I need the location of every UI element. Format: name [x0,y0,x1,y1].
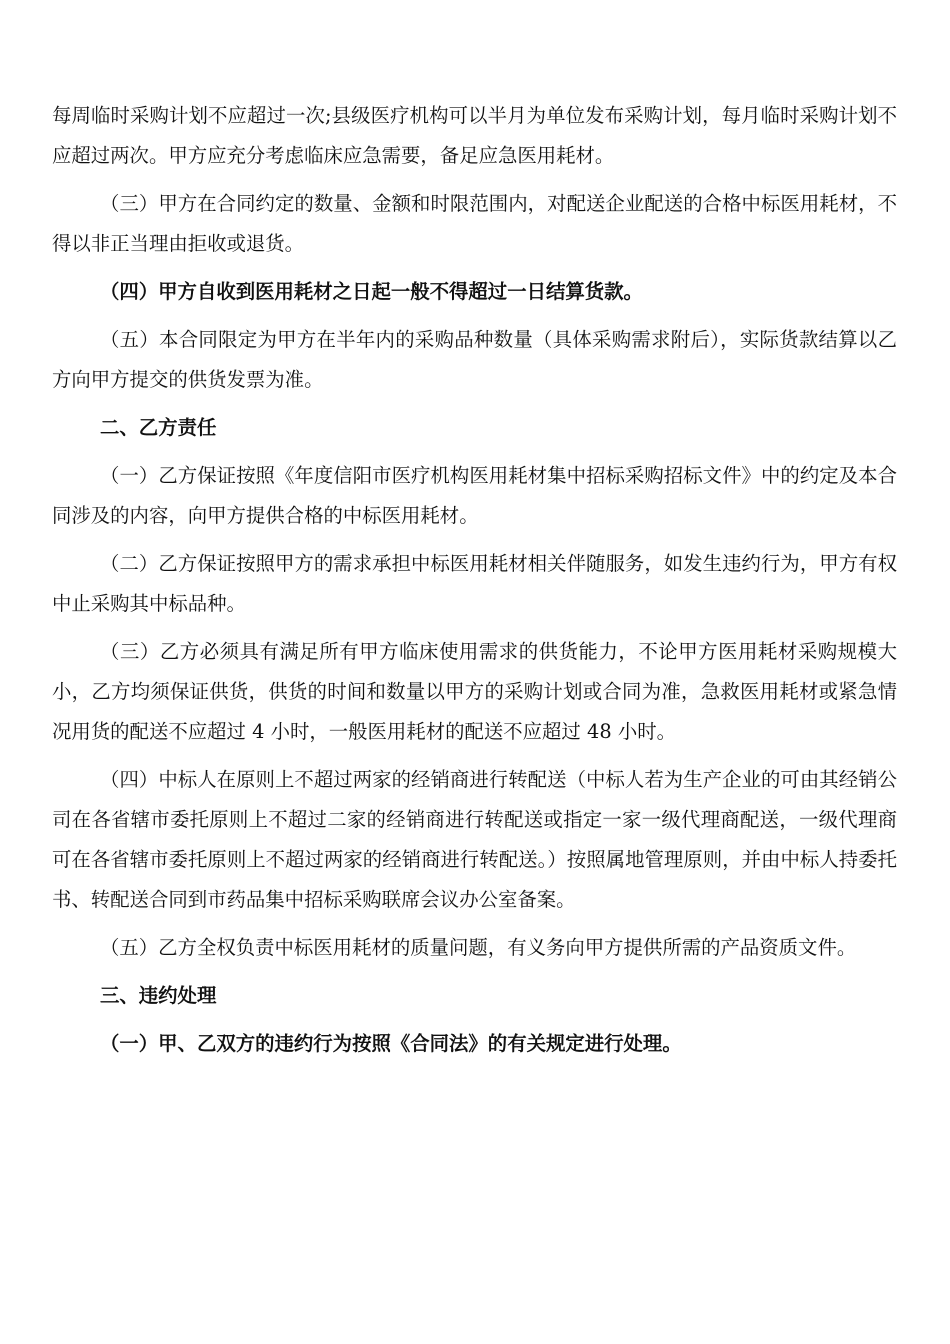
paragraph-party-a-item-4: （四）甲方自收到医用耗材之日起一般不得超过一日结算货款。 [100,280,643,303]
paragraph-party-b-item-5: （五）乙方全权负责中标医用耗材的质量问题，有义务向甲方提供所需的产品资质文件。 [100,936,857,959]
paragraph-party-b-item-1: （一）乙方保证按照《年度信阳市医疗机构医用耗材集中招标采购招标文件》中的约定及本合同涉及的内容，向甲方提供合格的中标医用耗材。 [52,464,897,527]
section-heading-party-b-responsibility: 二、乙方责任 [100,416,217,439]
document-page [52,96,897,1064]
section-heading-breach-handling: 三、违约处理 [100,984,217,1007]
paragraph-party-b-item-4: （四）中标人在原则上不超过两家的经销商进行转配送（中标人若为生产企业的可由其经销公司在各省辖市委托原则上不超过二家的经销商进行转配送或指定一家一级代理商配送，一级代理商可在各省辖市委托原则上不超过两家的经销商进行转配送。）按照属地管理原则，并由中标人持委托书、转配送合同到市药品集中招标采购联席会议办公室备案。 [52,768,897,911]
paragraph-party-a-item-5: （五）本合同限定为甲方在半年内的采购品种数量（具体采购需求附后），实际货款结算以乙方向甲方提交的供货发票为准。 [52,328,897,391]
paragraph-party-b-item-3: （三）乙方必须具有满足所有甲方临床使用需求的供货能力，不论甲方医用耗材采购规模大小，乙方均须保证供货，供货的时间和数量以甲方的采购计划或合同为准，急救医用耗材或紧急情况用货的配送不应超过 4 小时，一般医用耗材的配送不应超过 48 小时。 [52,640,897,743]
paragraph-weekly-purchase-plan: 每周临时采购计划不应超过一次;县级医疗机构可以半月为单位发布采购计划，每月临时采购计划不应超过两次。甲方应充分考虑临床应急需要，备足应急医用耗材。 [52,104,897,167]
paragraph-party-b-item-2: （二）乙方保证按照甲方的需求承担中标医用耗材相关伴随服务，如发生违约行为，甲方有权中止采购其中标品种。 [52,552,897,615]
paragraph-breach-item-1: （一）甲、乙双方的违约行为按照《合同法》的有关规定进行处理。 [100,1032,682,1055]
paragraph-party-a-item-3: （三）甲方在合同约定的数量、金额和时限范围内，对配送企业配送的合格中标医用耗材，不得以非正当理由拒收或退货。 [52,192,897,255]
